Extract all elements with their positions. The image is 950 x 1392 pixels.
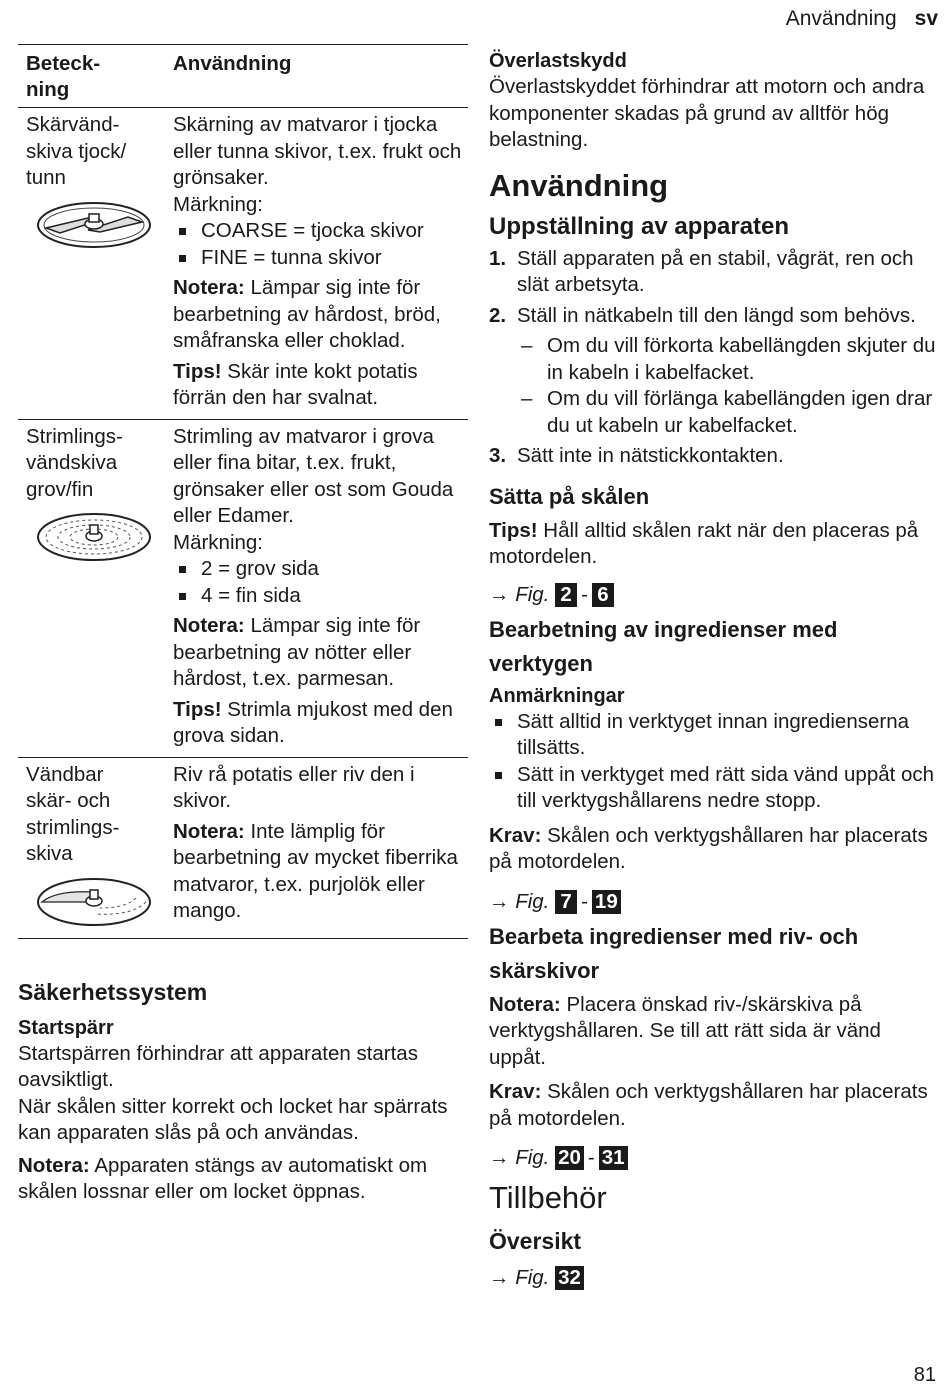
tip-label: Tips!: [489, 518, 538, 542]
tools-heading: Bearbetning av ingredienser med verktygen: [489, 616, 838, 676]
row-name: Skärvänd- skiva tjock/ tunn: [26, 113, 127, 189]
marking-label: Märkning:: [173, 192, 264, 216]
table-row: [18, 108, 468, 420]
marking-list: [173, 556, 464, 609]
fig-badge: 20: [555, 1146, 584, 1170]
left-column: [18, 44, 468, 1206]
start-lock-heading: Startspärr: [18, 1016, 114, 1039]
note-label: Notera:: [489, 992, 561, 1016]
row-tip: [173, 359, 464, 412]
list-item: 2 = grov sida: [173, 556, 464, 583]
tip-text: Skär inte kokt potatis förrän den har svalnat.: [173, 359, 418, 409]
tip-text: Strimla mjukost med den grova sidan.: [173, 697, 453, 747]
row-description: Riv rå potatis eller riv den i skivor.: [173, 762, 415, 812]
tip-text: Håll alltid skålen rakt när den placeras på motordelen.: [489, 518, 919, 568]
bowl-heading: Sätta på skålen: [489, 483, 650, 509]
step-text: Sätt inte in nätstickkontakten.: [517, 444, 784, 467]
note-label: Notera:: [173, 276, 245, 299]
requirement-text: Skålen och verktygshållaren har placerats på motordelen.: [489, 823, 928, 873]
note-label: Notera:: [18, 1153, 90, 1177]
figure-reference: [489, 888, 941, 916]
setup-steps: [489, 246, 941, 470]
tip-label: Tips!: [173, 697, 222, 721]
overload-text: Överlastskyddet förhindrar att motorn och andra komponenter skadas på grund av alltför hög belastning.: [489, 75, 925, 151]
note-label: Notera:: [173, 819, 245, 843]
step-number: 1.: [489, 246, 507, 270]
list-item: COARSE = tjocka skivor: [173, 218, 464, 245]
figure-reference: [489, 1144, 941, 1172]
table-row: [18, 757, 468, 938]
accessories-heading: Tillbehör: [489, 1180, 607, 1215]
step-text: Ställ apparaten på en stabil, vågrät, ren och slät arbetsyta.: [517, 246, 914, 296]
overload-heading: Överlastskydd: [489, 50, 627, 72]
row-name: Vändbar skär- och strimlings- skiva: [26, 762, 120, 865]
shredding-disc-image: [36, 511, 152, 563]
note-text: Lämpar sig inte för bearbetning av hårdost, bröd, småfranska eller choklad.: [173, 276, 441, 352]
fig-badge: 19: [592, 890, 621, 914]
arrow-icon: →: [489, 889, 510, 913]
figure-reference: [489, 581, 941, 609]
slicing-disc-image: [36, 200, 152, 250]
safety-heading: Säkerhetssystem: [18, 978, 208, 1005]
requirement-label: Krav:: [489, 823, 542, 847]
note-label: Notera:: [173, 614, 245, 637]
table-row: [18, 419, 468, 757]
page-header: [786, 6, 938, 33]
fig-badge: 2: [555, 583, 577, 607]
row-name: Strimlings- vändskiva grov/fin: [26, 424, 123, 501]
list-item: Sätt in verktyget med rätt sida vänd uppåt och till verktygshållarens nedre stopp.: [489, 762, 941, 815]
fig-badge: 32: [555, 1266, 584, 1290]
start-lock-text-1: Startspärren förhindrar att apparaten startas oavsiktligt.: [18, 1041, 418, 1091]
page-number: 81: [913, 1364, 936, 1386]
table-header-designation: Beteck- ning: [18, 45, 173, 108]
list-item: – Om du vill förlänga kabellängden igen drar du ut kabeln ur kabelfacket.: [517, 386, 941, 439]
fig-label: Fig.: [515, 1266, 550, 1289]
note-text: Apparaten stängs av automatiskt om skålen lossnar eller om locket öppnas.: [18, 1153, 428, 1203]
figure-reference: [489, 1264, 941, 1292]
arrow-icon: →: [489, 1266, 510, 1289]
step-number: 2.: [489, 303, 507, 327]
row-description: Skärning av matvaror i tjocka eller tunna skivor, t.ex. frukt och grönsaker.: [173, 113, 462, 189]
fig-separator: -: [581, 582, 588, 606]
note-text: Placera önskad riv-/skärskiva på verktygshållaren. Se till att rätt sida är vänd uppåt.: [489, 992, 881, 1069]
step-number: 3.: [489, 444, 507, 467]
remarks-heading: Anmärkningar: [489, 684, 625, 707]
fig-badge: 6: [592, 583, 614, 607]
fig-separator: -: [587, 1146, 595, 1169]
fig-badge: 31: [599, 1146, 628, 1170]
list-item: Sätt alltid in verktyget innan ingredienserna tillsätts.: [489, 709, 941, 762]
row-tip: [173, 697, 464, 750]
fig-label: Fig.: [515, 1146, 550, 1169]
marking-label: Märkning:: [173, 530, 264, 554]
requirement-label: Krav:: [489, 1080, 542, 1103]
list-item: FINE = tunna skivor: [173, 245, 464, 272]
row-note: [173, 275, 464, 355]
usage-heading: Användning: [489, 167, 669, 203]
table-header-usage: Användning: [173, 45, 468, 108]
list-item: 4 = fin sida: [173, 583, 464, 610]
requirement: [489, 823, 941, 876]
setup-heading: Uppställning av apparaten: [489, 212, 790, 240]
header-section: Användning: [785, 7, 897, 30]
row-description: Strimling av matvaror i grova eller fina bitar, t.ex. frukt, grönsaker eller ost som Gouda eller Edamer.: [173, 424, 454, 527]
remarks-list: [489, 709, 941, 815]
list-item: [489, 246, 941, 299]
row-note: [173, 819, 464, 925]
overview-heading: Översikt: [489, 1228, 582, 1254]
grate-heading: Bearbeta ingredienser med riv- och skärskivor: [489, 923, 859, 983]
fig-label: Fig.: [515, 582, 550, 606]
grate-note: [489, 992, 941, 1072]
marking-list: [173, 218, 464, 271]
list-item: – Om du vill förkorta kabellängden skjuter du in kabeln i kabelfacket.: [517, 333, 941, 386]
fig-label: Fig.: [515, 889, 550, 913]
start-lock-text-2: När skålen sitter korrekt och locket har spärrats kan apparaten slås på och användas.: [18, 1094, 448, 1144]
note-text: Inte lämplig för bearbetning av mycket fiberrika matvaror, t.ex. purjolök eller mango.: [173, 819, 458, 922]
arrow-icon: →: [489, 582, 510, 606]
substeps: [517, 333, 941, 439]
safety-note: [18, 1153, 468, 1206]
fig-separator: -: [581, 889, 588, 913]
right-column: [489, 48, 941, 1292]
reversible-disc-image: [36, 876, 152, 928]
list-item: [489, 303, 941, 440]
row-note: [173, 613, 464, 693]
note-text: Lämpar sig inte för bearbetning av nötter eller hårdost, t.ex. parmesan.: [173, 614, 421, 690]
bowl-tip: [489, 518, 941, 571]
tip-label: Tips!: [173, 359, 222, 383]
requirement-text: Skålen och verktygshållaren har placerats på motordelen.: [489, 1080, 928, 1130]
fig-badge: 7: [555, 890, 577, 914]
grate-requirement: [489, 1079, 941, 1132]
disc-table: [18, 44, 468, 939]
header-language: sv: [914, 7, 938, 30]
arrow-icon: →: [489, 1146, 510, 1169]
step-text: Ställ in nätkabeln till den längd som behövs.: [517, 303, 916, 327]
list-item: [489, 443, 941, 470]
